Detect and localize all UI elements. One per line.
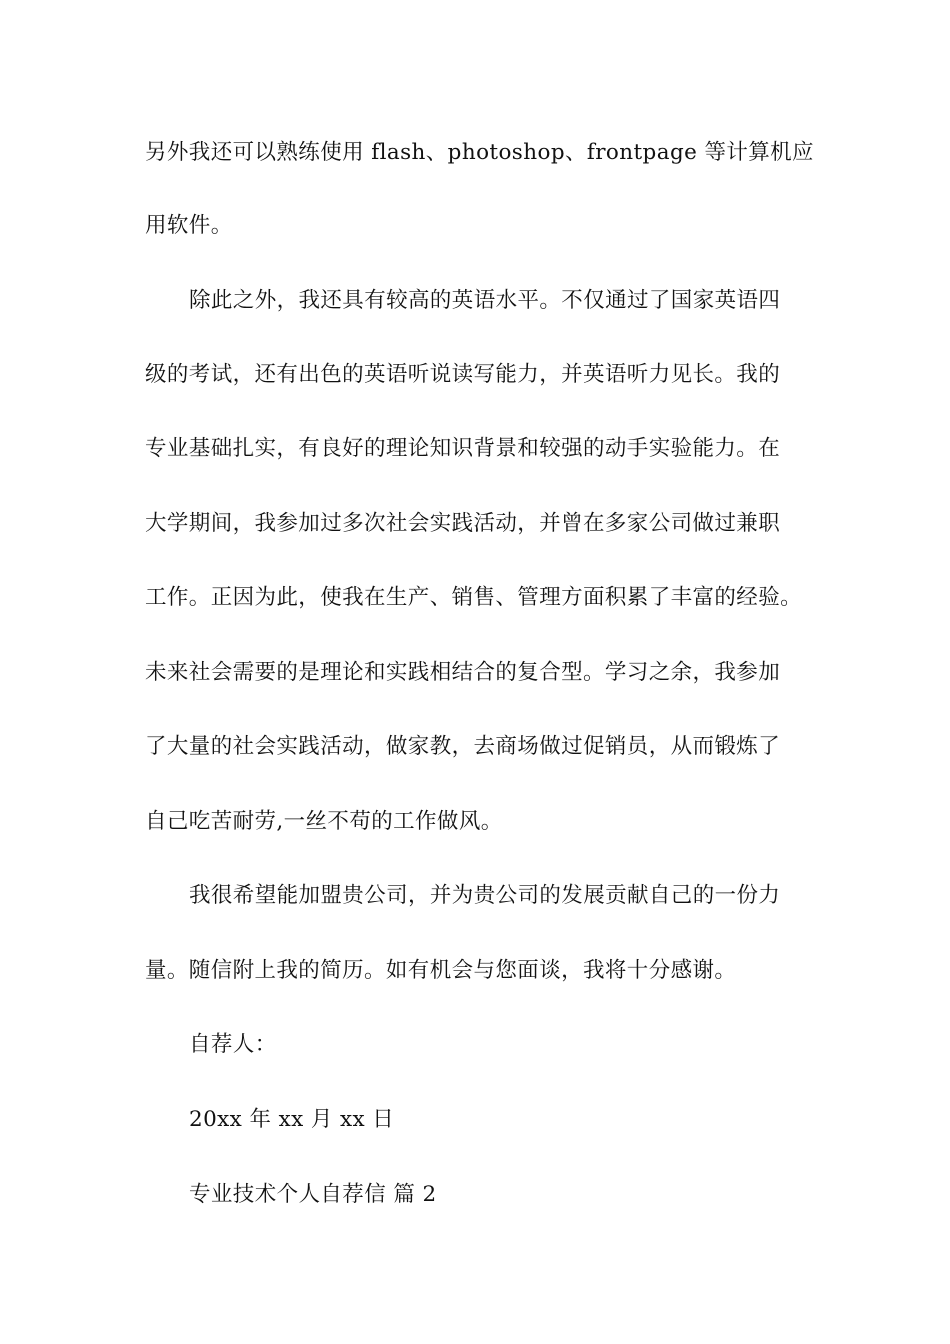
paragraph-line: 除此之外，我还具有较高的英语水平。不仅通过了国家英语四 [189, 288, 781, 313]
paragraph-line: 级的考试，还有出色的英语听说读写能力，并英语听力见长。我的 [145, 362, 781, 387]
paragraph-line: 未来社会需要的是理论和实践相结合的复合型。学习之余，我参加 [145, 660, 781, 685]
paragraph-line: 我很希望能加盟贵公司，并为贵公司的发展贡献自己的一份力 [189, 883, 781, 908]
paragraph-line: 大学期间，我参加过多次社会实践活动，并曾在多家公司做过兼职 [145, 511, 781, 536]
paragraph-line: 自己吃苦耐劳,一丝不苟的工作做风。 [145, 809, 503, 834]
paragraph-line: 另外我还可以熟练使用 flash、photoshop、frontpage 等计算机应 [145, 140, 814, 165]
paragraph-line: 量。随信附上我的简历。如有机会与您面谈，我将十分感谢。 [145, 958, 737, 983]
section-title: 专业技术个人自荐信 篇 2 [189, 1182, 437, 1207]
paragraph-line: 用软件。 [145, 213, 233, 238]
paragraph-line: 了大量的社会实践活动，做家教，去商场做过促销员，从而锻炼了 [145, 734, 781, 759]
paragraph-line: 专业基础扎实，有良好的理论知识背景和较强的动手实验能力。在 [145, 436, 781, 461]
paragraph-line: 工作。正因为此，使我在生产、销售、管理方面积累了丰富的经验。 [145, 585, 803, 610]
date-line: 20xx 年 xx 月 xx 日 [189, 1107, 395, 1132]
signature-label: 自荐人： [189, 1032, 277, 1057]
